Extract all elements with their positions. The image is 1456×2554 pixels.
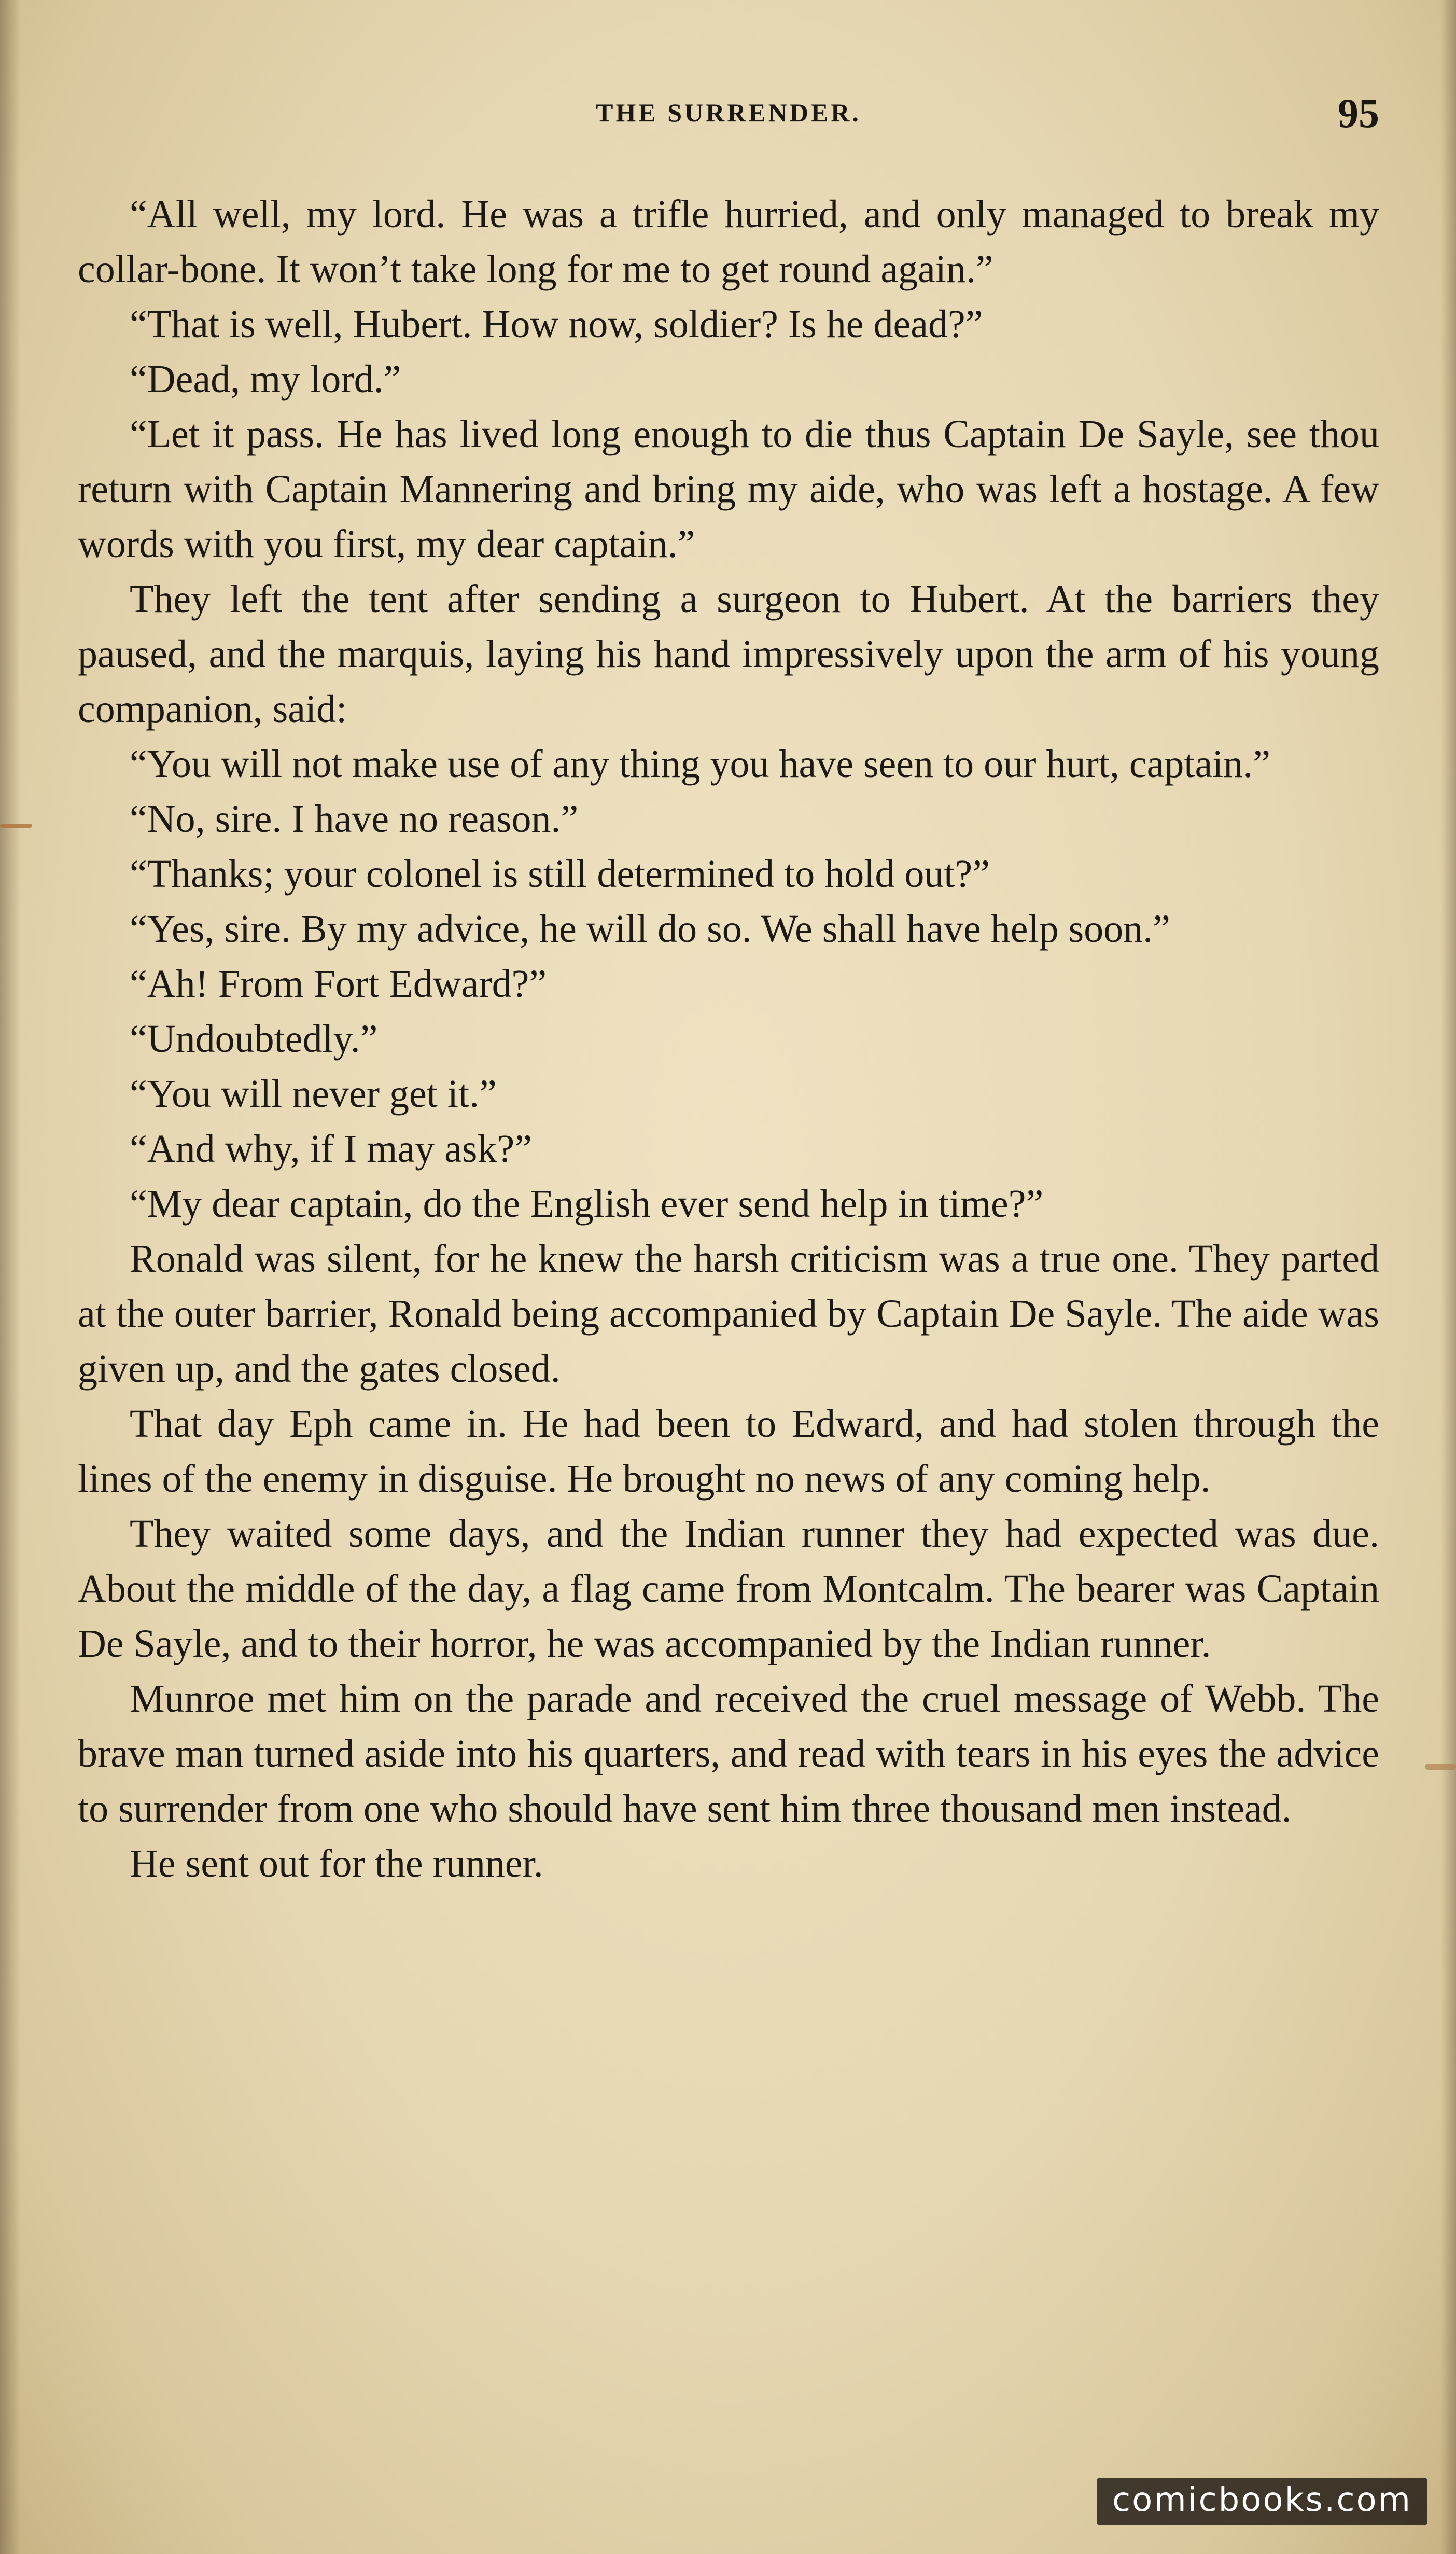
paragraph: “That is well, Hubert. How now, soldier? Is he dead?”	[130, 302, 983, 346]
running-title: THE SURRENDER.	[596, 98, 861, 127]
margin-mark-right	[1425, 1764, 1456, 1770]
margin-mark-left	[0, 824, 32, 828]
paragraph: Munroe met him on the parade and received the cruel message of Webb. The brave man turned aside into his quarters, and read with tears in his eyes the advice to surrender from one who should have sent him three thousand men instead.	[78, 1677, 1379, 1830]
paragraph: They waited some days, and the Indian runner they had expected was due. About the middle of the day, a flag came from Montcalm. The bearer was Captain De Sayle, and to their horror, he was accompanied by the Indian runner.	[78, 1512, 1379, 1665]
page-edge-shadow-left	[0, 0, 21, 2554]
watermark: comicbooks.com	[1097, 2478, 1427, 2525]
paragraph: He sent out for the runner.	[130, 1842, 543, 1885]
paragraph: They left the tent after sending a surgeon to Hubert. At the barriers they paused, and the marquis, laying his hand impressively upon the arm of his young companion, said:	[78, 577, 1379, 731]
running-head	[78, 93, 1379, 140]
paragraph: “Let it pass. He has lived long enough to die thus Captain De Sayle, see thou return with Captain Mannering and bring my aide, who was left a hostage. A few words with you first, my dear captain.”	[78, 412, 1379, 566]
paragraph: That day Eph came in. He had been to Edward, and had stolen through the lines of the enemy in disguise. He brought no news of any coming help.	[78, 1402, 1379, 1501]
page-edge-shadow-right	[1440, 0, 1456, 2554]
paragraph: “No, sire. I have no reason.”	[130, 797, 579, 841]
page-number: 95	[1338, 91, 1379, 136]
paragraph: “Yes, sire. By my advice, he will do so. We shall have help soon.”	[130, 907, 1170, 951]
paragraph: “Undoubtedly.”	[130, 1017, 378, 1061]
paragraph: “Ah! From Fort Edward?”	[130, 962, 547, 1006]
body-text	[78, 187, 1379, 1891]
paragraph: “Thanks; your colonel is still determined to hold out?”	[130, 852, 990, 896]
paragraph: Ronald was silent, for he knew the harsh criticism was a true one. They parted at the outer barrier, Ronald being accompanied by Captain De Sayle. The aide was given up, and the gates closed.	[78, 1237, 1379, 1391]
paragraph: “You will never get it.”	[130, 1072, 497, 1116]
paragraph: “And why, if I may ask?”	[130, 1127, 532, 1171]
paragraph: “All well, my lord. He was a trifle hurried, and only managed to break my collar-bone. It won’t take long for me to get round again.”	[78, 192, 1379, 291]
paragraph: “Dead, my lord.”	[130, 357, 401, 401]
paragraph: “My dear captain, do the English ever send help in time?”	[130, 1182, 1044, 1226]
paragraph: “You will not make use of any thing you have seen to our hurt, captain.”	[130, 742, 1271, 786]
